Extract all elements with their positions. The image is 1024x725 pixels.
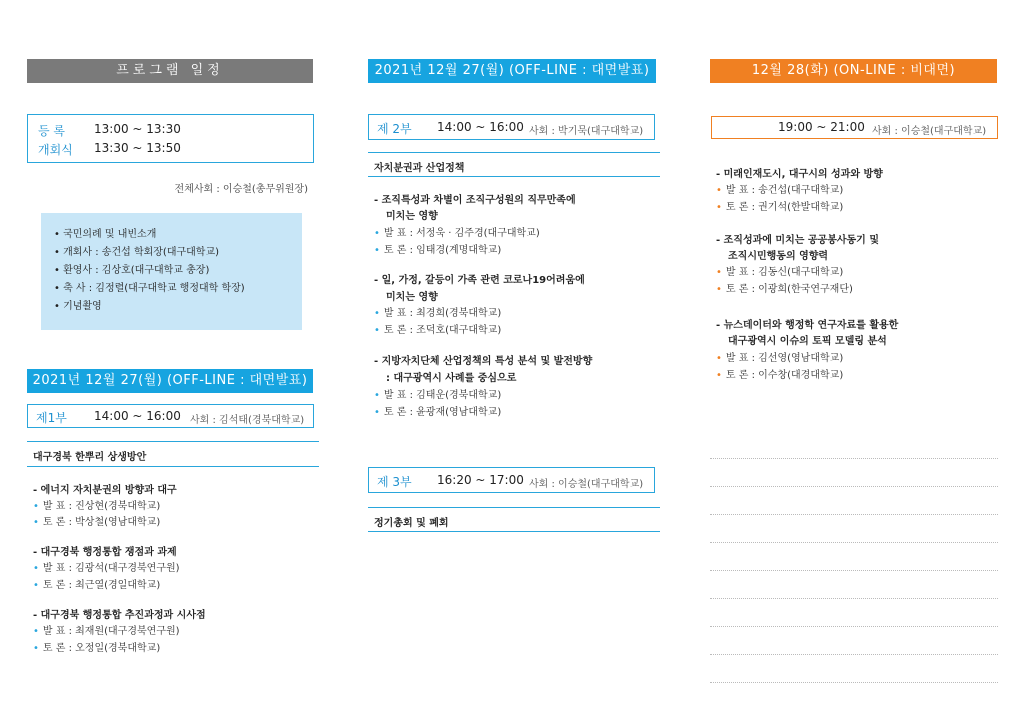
talk-title: - 에너지 자치분권의 방향과 대구 bbox=[33, 485, 177, 496]
registration-time: 13:00 ~ 13:30 bbox=[94, 122, 181, 136]
program-schedule-header: 프로그램 일정 bbox=[27, 59, 313, 83]
ceremony-item: • 축 사 : 김정렬(대구대학교 행정대학 학장) bbox=[54, 283, 245, 294]
part3-host: 사회 : 이승철(대구대학교) bbox=[529, 479, 644, 490]
talk-presenter: • 발 표 : 김광석(대구경북연구원) bbox=[33, 563, 180, 574]
ceremony-box bbox=[41, 213, 302, 330]
part2-section-title: 자치분권과 산업정책 bbox=[374, 163, 465, 174]
note-line bbox=[710, 458, 998, 459]
opening-time: 13:30 ~ 13:50 bbox=[94, 141, 181, 155]
talk-discussant: • 토 론 : 오정일(경북대학교) bbox=[33, 643, 161, 654]
talk-discussant: • 토 론 : 조덕호(대구대학교) bbox=[374, 325, 502, 336]
talk-title: - 조직특성과 차별이 조직구성원의 직무만족에 bbox=[374, 195, 576, 206]
part1-time: 14:00 ~ 16:00 bbox=[94, 409, 181, 423]
talk-title-cont: 미치는 영향 bbox=[386, 292, 438, 303]
part3-label: 제 3부 bbox=[377, 475, 412, 489]
part1-host: 사회 : 김석태(경북대학교) bbox=[190, 415, 305, 426]
registration-label: 등 록 bbox=[38, 124, 65, 138]
part3-box bbox=[368, 467, 655, 493]
closing-title: 정기총회 및 폐회 bbox=[374, 518, 449, 529]
talk-presenter: • 발 표 : 최재원(대구경북연구원) bbox=[33, 626, 180, 637]
divider bbox=[368, 152, 660, 153]
talk-discussant: • 토 론 : 이광희(한국연구재단) bbox=[716, 284, 853, 295]
day2-header: 12월 28(화) (ON-LINE : 비대면) bbox=[710, 59, 997, 83]
talk-title-cont: : 대구광역시 사례를 중심으로 bbox=[386, 373, 517, 384]
talk-title: - 뉴스데이터와 행정학 연구자료를 활용한 bbox=[716, 320, 899, 331]
note-line bbox=[710, 486, 998, 487]
talk-title: - 일, 가정, 갈등이 가족 관련 코로나19어려움에 bbox=[374, 275, 585, 286]
note-line bbox=[710, 682, 998, 683]
talk-discussant: • 토 론 : 임태경(계명대학교) bbox=[374, 245, 502, 256]
note-line bbox=[710, 654, 998, 655]
note-line bbox=[710, 626, 998, 627]
note-line bbox=[710, 598, 998, 599]
talk-discussant: • 토 론 : 최근열(경일대학교) bbox=[33, 580, 161, 591]
day1-header: 2021년 12월 27(월) (OFF-LINE : 대면발표) bbox=[27, 369, 313, 393]
registration-box bbox=[27, 114, 314, 163]
talk-presenter: • 발 표 : 김선영(영남대학교) bbox=[716, 353, 844, 364]
day1-header: 2021년 12월 27(월) (OFF-LINE : 대면발표) bbox=[368, 59, 656, 83]
note-line bbox=[710, 542, 998, 543]
divider bbox=[368, 507, 660, 508]
talk-presenter: • 발 표 : 최경희(경북대학교) bbox=[374, 308, 502, 319]
note-line bbox=[710, 514, 998, 515]
divider bbox=[368, 176, 660, 177]
talk-title: - 대구경북 행정통합 쟁점과 과제 bbox=[33, 547, 177, 558]
divider bbox=[368, 531, 660, 532]
opening-label: 개회식 bbox=[38, 143, 73, 157]
divider bbox=[27, 466, 319, 467]
talk-title: - 조직성과에 미치는 공공봉사동기 및 bbox=[716, 235, 879, 246]
part2-box bbox=[368, 114, 655, 140]
part1-box bbox=[27, 404, 314, 428]
talk-presenter: • 발 표 : 김동신(대구대학교) bbox=[716, 267, 844, 278]
ceremony-item: • 기념촬영 bbox=[54, 301, 102, 312]
talk-discussant: • 토 론 : 권기석(한발대학교) bbox=[716, 202, 844, 213]
talk-title: - 지방자치단체 산업정책의 특성 분석 및 발전방향 bbox=[374, 356, 593, 367]
note-line bbox=[710, 570, 998, 571]
talk-discussant: • 토 론 : 박상철(영남대학교) bbox=[33, 517, 161, 528]
talk-title: - 미래인재도시, 대구시의 성과와 방향 bbox=[716, 169, 883, 180]
online-session-host: 사회 : 이승철(대구대학교) bbox=[872, 126, 987, 137]
ceremony-item: • 환영사 : 김상호(대구대학교 총장) bbox=[54, 265, 210, 276]
talk-presenter: • 발 표 : 김태운(경북대학교) bbox=[374, 390, 502, 401]
talk-title-cont: 대구광역시 이슈의 토픽 모델링 분석 bbox=[728, 336, 887, 347]
talk-presenter: • 발 표 : 진상현(경북대학교) bbox=[33, 501, 161, 512]
part2-time: 14:00 ~ 16:00 bbox=[437, 120, 524, 134]
part1-label: 제1부 bbox=[36, 411, 67, 425]
talk-discussant: • 토 론 : 이수창(대경대학교) bbox=[716, 370, 844, 381]
online-session-box bbox=[711, 116, 998, 139]
part2-label: 제 2부 bbox=[377, 122, 412, 136]
master-of-ceremony: 전체사회 : 이승철(총무위원장) bbox=[174, 184, 308, 195]
talk-presenter: • 발 표 : 서정욱 · 김주경(대구대학교) bbox=[374, 228, 540, 239]
talk-discussant: • 토 론 : 윤광재(영남대학교) bbox=[374, 407, 502, 418]
part1-section-title: 대구경북 한뿌리 상생방안 bbox=[33, 452, 147, 463]
talk-title-cont: 조직시민행동의 영향력 bbox=[728, 251, 829, 262]
part3-time: 16:20 ~ 17:00 bbox=[437, 473, 524, 487]
ceremony-item: • 개회사 : 송건섭 학회장(대구대학교) bbox=[54, 247, 220, 258]
talk-title: - 대구경북 행정통합 추진과정과 시사점 bbox=[33, 610, 206, 621]
part2-host: 사회 : 박기묵(대구대학교) bbox=[529, 126, 644, 137]
online-session-time: 19:00 ~ 21:00 bbox=[778, 120, 865, 134]
talk-presenter: • 발 표 : 송건섭(대구대학교) bbox=[716, 185, 844, 196]
talk-title-cont: 미치는 영향 bbox=[386, 211, 438, 222]
ceremony-item: • 국민의례 및 내빈소개 bbox=[54, 229, 157, 240]
divider bbox=[27, 441, 319, 442]
